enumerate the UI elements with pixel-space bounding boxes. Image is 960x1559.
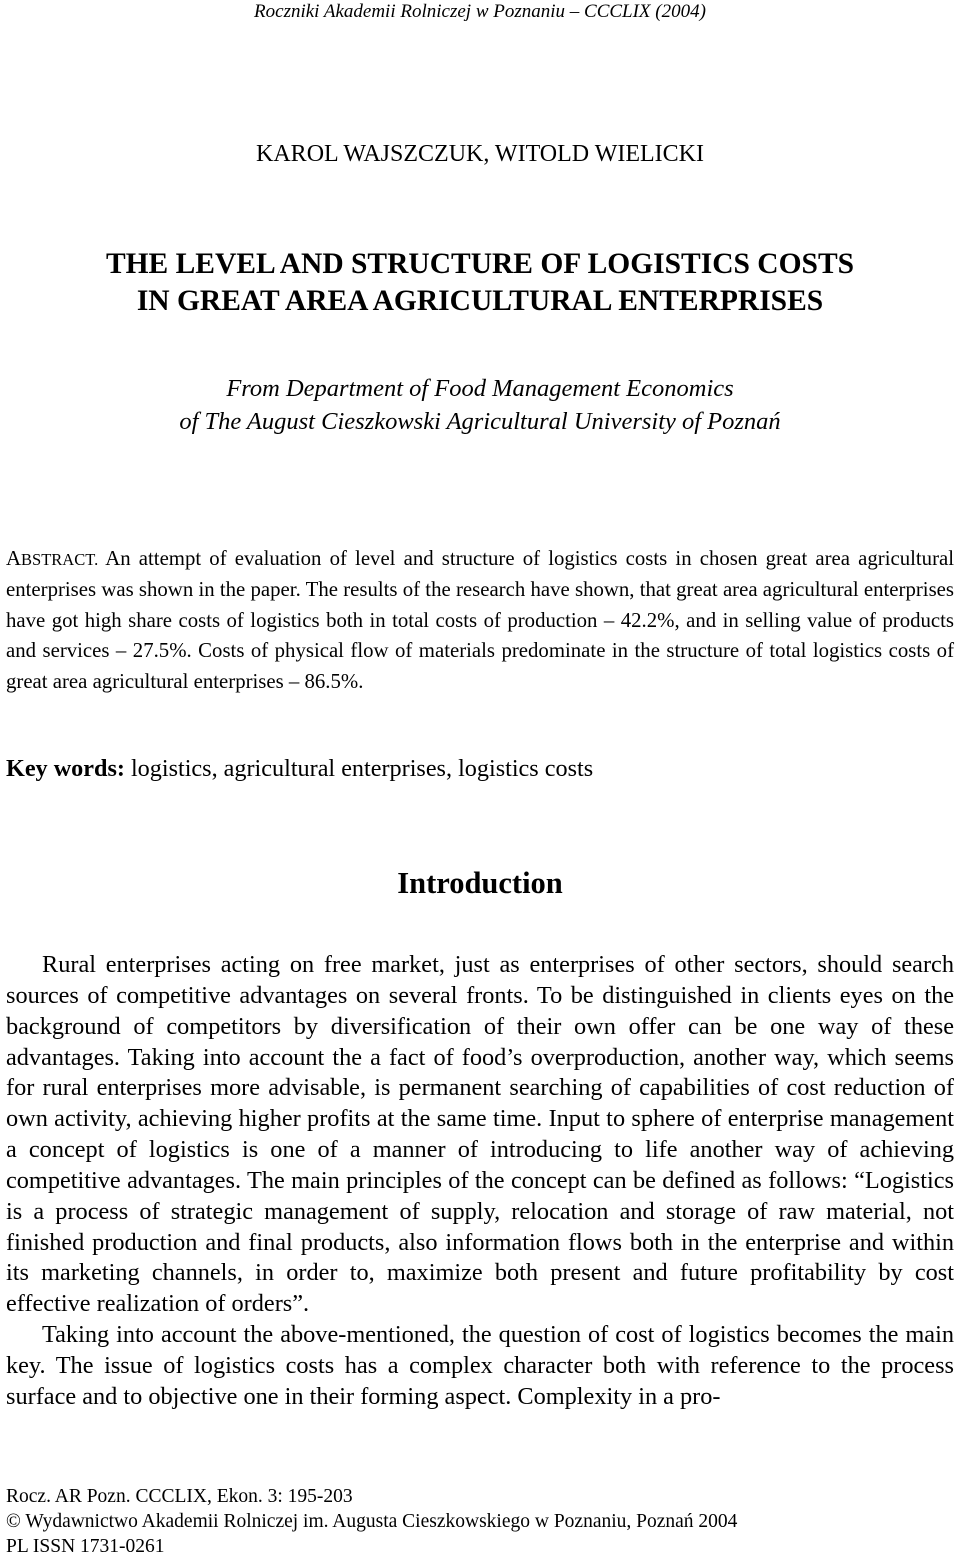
abstract-label-first: A	[6, 547, 22, 570]
footer-citation: Rocz. AR Pozn. CCCLIX, Ekon. 3: 195-203	[6, 1486, 353, 1507]
keywords-label: Key words:	[6, 755, 125, 782]
abstract-text: An attempt of evaluation of level and structure of logistics costs in chosen great area agricultural enterprises was shown in the paper. The results of the research have shown, that great area agricultural enterprises have got high share costs of logistics both in total costs of production – 42.2%, and in selling value of products and services – 27.5%. Costs of physical flow of materials predominate in the structure of total logistics costs of great area agricultural enterprises – 86.5%.	[6, 547, 954, 693]
paragraph-1: Rural enterprises acting on free market, just as enterprises of other sectors, should search sources of competitive advantages on several fronts. To be distinguished in clients eyes on the background of competitors by diversification of their own offer can be one way of these advantages. Taking into account the a fact of food’s overproduction, another way, which seems for rural enterprises more advisable, is permanent searching of capabilities of cost reduction of own activity, achieving higher profits at the same time. Input to sphere of enterprise management a concept of logistics is one of a manner of introducing to life another way of achieving competitive advantages. The main principles of the concept can be defined as follows: “Logistics is a process of strategic management of supply, relocation and storage of raw material, not finished production and final products, also information flows both in the enterprise and within its marketing channels, in order to, maximize both present and future profitability by cost effective realization of orders”.	[6, 951, 954, 1318]
abstract	[6, 544, 954, 697]
title-line-2: IN GREAT AREA AGRICULTURAL ENTERPRISES	[136, 285, 824, 317]
keywords	[6, 754, 954, 784]
affiliation-line-1: From Department of Food Management Economics	[226, 375, 734, 402]
journal-header: Roczniki Akademii Rolniczej w Poznaniu – CCCLIX (2004)	[254, 1, 706, 22]
section-heading-introduction: Introduction	[397, 866, 563, 900]
paper-title	[0, 246, 960, 320]
footer-issn: PL ISSN 1731-0261	[6, 1536, 165, 1557]
keywords-text: logistics, agricultural enterprises, logistics costs	[124, 755, 594, 782]
footer	[6, 1484, 954, 1559]
title-line-1: THE LEVEL AND STRUCTURE OF LOGISTICS COSTS	[105, 248, 855, 280]
abstract-label-rest: BSTRACT.	[21, 550, 99, 569]
introduction-body	[6, 950, 954, 1413]
footer-copyright: © Wydawnictwo Akademii Rolniczej im. Augusta Cieszkowskiego w Poznaniu, Poznań 2004	[6, 1511, 738, 1532]
affiliation	[0, 372, 960, 438]
paragraph-2: Taking into account the above-mentioned, the question of cost of logistics becomes the main key. The issue of logistics costs has a complex character both with reference to the process surface and to objective one in their forming aspect. Complexity in a pro-	[6, 1321, 954, 1410]
authors: KAROL WAJSZCZUK, WITOLD WIELICKI	[256, 141, 704, 167]
affiliation-line-2: of The August Cieszkowski Agricultural University of Poznań	[179, 408, 781, 435]
